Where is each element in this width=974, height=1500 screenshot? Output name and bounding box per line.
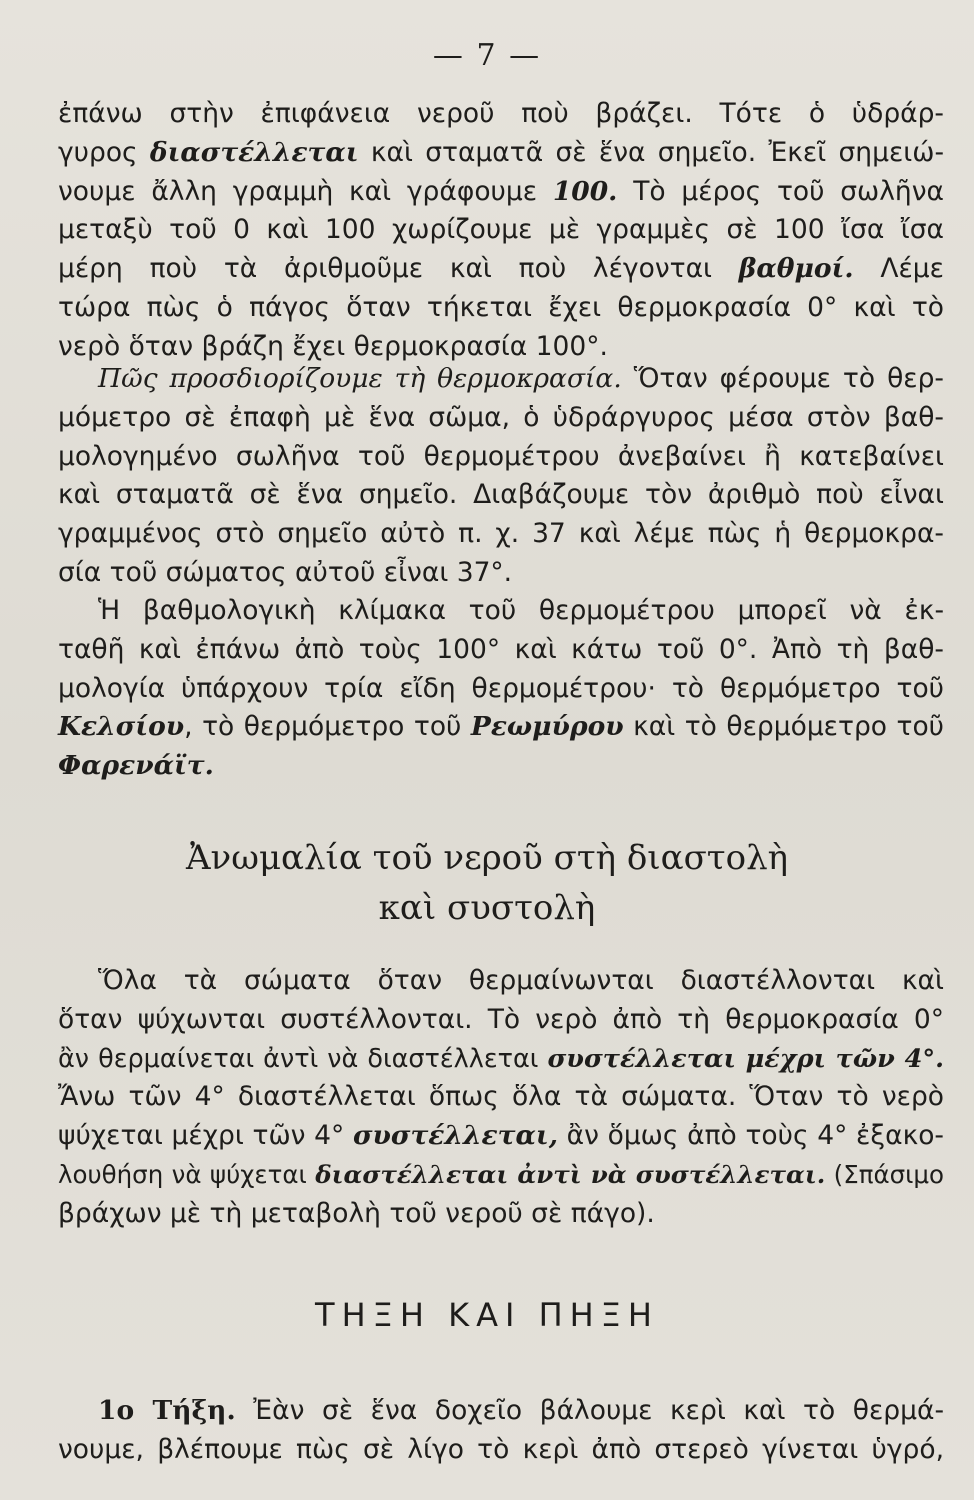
text-line: νουμε ἄλλη γραμμὴ καὶ γράφουμε 100. Τὸ μέρος τοῦ σωλῆνα (58, 175, 944, 207)
text-line: λουθήση νὰ ψύχεται διαστέλλεται ἀντὶ νὰ συστέλλεται. (Σπάσιμο (58, 1159, 944, 1189)
text-line: τώρα πὼς ὁ πάγος ὅταν τήκεται ἔχει θερμοκρασία 0° καὶ τὸ (58, 291, 944, 323)
emphasis-text: συστέλλεται, (352, 1120, 558, 1152)
emphasis-number: 100. (552, 175, 618, 207)
text-line: νερὸ ὅταν βράζη ἔχει θερμοκρασία 100°. (58, 330, 608, 362)
section-heading: Ἀνωμαλία τοῦ νεροῦ στὴ διαστολὴ (186, 838, 788, 878)
emphasis-text: συστέλλεται μέχρι τῶν 4°. (547, 1043, 944, 1074)
section-heading-line2: καὶ συστολὴ (378, 888, 596, 928)
text-line: ἐπάνω στὴν ἐπιφάνεια νεροῦ ποὺ βράζει. Τότε ὁ ὑδράρ- (58, 98, 944, 129)
paragraph-measuring-temperature (58, 360, 944, 593)
text-line: ψύχεται μέχρι τῶν 4° συστέλλεται, ἂν ὅμως ἀπὸ τοὺς 4° ἐξακο- (58, 1120, 944, 1152)
text-line: γραμμένος στὸ σημεῖο αὐτὸ π. χ. 37 καὶ λέμε πὼς ἡ θερμοκρα- (58, 518, 944, 550)
text-line: νουμε, βλέπουμε πὼς σὲ λίγο τὸ κερὶ ἀπὸ στερεὸ γίνεται ὑγρό, (58, 1433, 944, 1465)
text-line: καὶ σταματᾶ σὲ ἕνα σημεῖο. Διαβάζουμε τὸν ἀριθμὸ ποὺ εἶναι (58, 479, 944, 511)
emphasis-text: Κελσίου (58, 711, 185, 743)
run-in-heading: 1ο Τήξη. (98, 1395, 236, 1426)
text-line: μεταξὺ τοῦ 0 καὶ 100 χωρίζουμε μὲ γραμμὲς σὲ 100 ἴσα ἴσα (58, 214, 944, 246)
text-line: ἂν θερμαίνεται ἀντὶ νὰ διαστέλλεται συστέλλεται μέχρι τῶν 4°. (58, 1043, 944, 1074)
text-line: ὅταν ψύχωνται συστέλλονται. Τὸ νερὸ ἀπὸ τὴ θερμοκρασία 0° (58, 1003, 944, 1035)
text-line: Κελσίου, τὸ θερμόμετρο τοῦ Ρεωμύρου καὶ τὸ θερμόμετρο τοῦ (58, 711, 944, 743)
page-number: — 7 — (432, 38, 542, 73)
text-line: μόμετρο σὲ ἐπαφὴ μὲ ἕνα σῶμα, ὁ ὑδράργυρος μέσα στὸν βαθ- (58, 401, 944, 433)
text-line: μολογημένο σωλῆνα τοῦ θερμομέτρου ἀνεβαίνει ἢ κατεβαίνει (58, 440, 944, 472)
paragraph-mercury-expansion (58, 95, 944, 367)
text-line: Πῶς προσδιορίζουμε τὴ θερμοκρασία. Ὅταν φέρουμε τὸ θερ- (98, 363, 944, 394)
text-line: 1ο Τήξη. Ἐὰν σὲ ἕνα δοχεῖο βάλουμε κερὶ καὶ τὸ θερμά- (98, 1395, 945, 1426)
emphasis-text: διαστέλλεται ἀντὶ νὰ συστέλλεται. (315, 1159, 826, 1189)
text-line: Ὅλα τὰ σώματα ὅταν θερμαίνωνται διαστέλλονται καὶ (98, 965, 944, 996)
paragraph-water-anomaly (58, 962, 944, 1234)
section-heading-melting-freezing: ΤΗΞΗ ΚΑΙ ΠΗΞΗ (315, 1296, 659, 1334)
paragraph-thermometer-scales (58, 592, 944, 786)
run-in-heading: Πῶς προσδιορίζουμε τὴ θερμοκρασία. (98, 363, 622, 394)
text-line: μολογία ὑπάρχουν τρία εἴδη θερμομέτρου· τὸ θερμόμετρο τοῦ (58, 672, 944, 704)
text-line: σία τοῦ σώματος αὐτοῦ εἶναι 37°. (58, 556, 513, 588)
emphasis-text: βαθμοί. (738, 253, 854, 285)
text-line: Ἄνω τῶν 4° διαστέλλεται ὅπως ὅλα τὰ σώματα. Ὅταν τὸ νερὸ (58, 1081, 944, 1113)
emphasis-text: Φαρενάϊτ. (58, 750, 214, 782)
text-line (58, 747, 944, 786)
text-line: Ἡ βαθμολογικὴ κλίμακα τοῦ θερμομέτρου μπορεῖ νὰ ἐκ- (98, 595, 944, 626)
emphasis-text: Ρεωμύρου (470, 711, 624, 743)
text-line: γυρος διαστέλλεται καὶ σταματᾶ σὲ ἕνα σημεῖο. Ἐκεῖ σημειώ- (58, 136, 945, 168)
text-line: βράχων μὲ τὴ μεταβολὴ τοῦ νεροῦ σὲ πάγο). (58, 1197, 655, 1229)
text-line: μέρη ποὺ τὰ ἀριθμοῦμε καὶ ποὺ λέγονται βαθμοί. Λέμε (58, 253, 944, 285)
paragraph-melting (58, 1392, 944, 1470)
emphasis-text: διαστέλλεται (149, 136, 359, 168)
text-line: ταθῆ καὶ ἐπάνω ἀπὸ τοὺς 100° καὶ κάτω τοῦ 0°. Ἀπὸ τὴ βαθ- (58, 633, 944, 665)
